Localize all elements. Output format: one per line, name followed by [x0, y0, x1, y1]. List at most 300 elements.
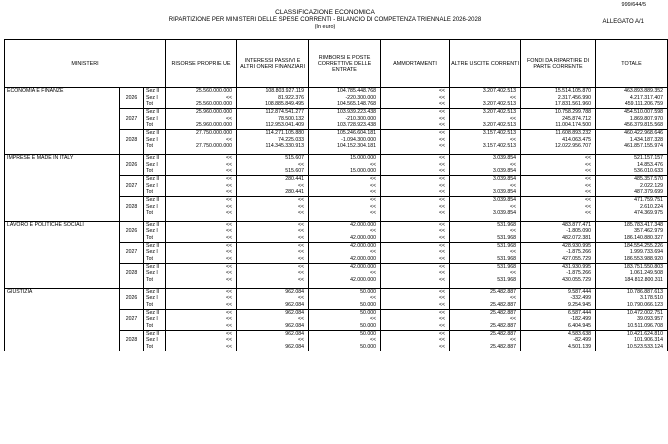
value-cell: <<	[309, 204, 381, 211]
value-cell: <<	[381, 162, 450, 169]
year-label: 2026	[120, 162, 144, 169]
value-cell: <<	[166, 256, 237, 263]
value-cell: <<	[237, 210, 309, 217]
section-label: Sez II	[144, 242, 166, 249]
value-cell: 431.930.995	[521, 263, 596, 270]
value-cell: 183.751.550.803	[596, 263, 668, 270]
value-cell: 104.785.448.768	[309, 88, 381, 95]
table-row	[5, 309, 668, 316]
value-cell: 1.434.187.328	[596, 137, 668, 144]
value-cell: 42.000.000	[309, 277, 381, 284]
empty-cell	[120, 277, 144, 284]
empty-cell	[120, 242, 144, 249]
value-cell: 482.072.381	[521, 235, 596, 242]
value-cell: <<	[237, 316, 309, 323]
ministry-name: LAVORO E POLITICHE SOCIALI	[5, 221, 120, 228]
value-cell: <<	[521, 175, 596, 182]
value-cell: 3.039.854	[450, 168, 521, 175]
year-label: 2027	[120, 316, 144, 323]
empty-cell	[5, 101, 120, 108]
value-cell: <<	[381, 235, 450, 242]
value-cell: 105.246.604.181	[309, 129, 381, 136]
value-cell: <<	[381, 154, 450, 161]
section-label: Sez II	[144, 129, 166, 136]
empty-cell	[5, 168, 120, 175]
value-cell: <<	[450, 337, 521, 344]
value-cell: <<	[381, 249, 450, 256]
value-cell: <<	[166, 249, 237, 256]
table-row	[5, 108, 668, 115]
value-cell: <<	[166, 228, 237, 235]
section-label: Tot	[144, 101, 166, 108]
table-row	[5, 270, 668, 277]
empty-cell	[120, 309, 144, 316]
value-cell: 414.063.475	[521, 137, 596, 144]
section-label: Sez II	[144, 263, 166, 270]
value-cell: 50.000	[309, 302, 381, 309]
value-cell: <<	[166, 162, 237, 169]
value-cell: 14.853.476	[596, 162, 668, 169]
value-cell: 25.482.887	[450, 309, 521, 316]
value-cell: <<	[309, 228, 381, 235]
table-row	[5, 344, 668, 351]
value-cell: 25.560.000.000	[166, 88, 237, 95]
value-cell: 1.061.249.508	[596, 270, 668, 277]
value-cell: 42.000.000	[309, 235, 381, 242]
value-cell: 103.939.223.438	[309, 108, 381, 115]
empty-cell	[120, 88, 144, 95]
table-row	[5, 221, 668, 228]
value-cell: 114.271.105.880	[237, 129, 309, 136]
year-label: 2027	[120, 249, 144, 256]
ministry-name: IMPRESE E MADE IN ITALY	[5, 154, 120, 161]
value-cell: <<	[166, 323, 237, 330]
value-cell: <<	[381, 242, 450, 249]
section-label: Sez I	[144, 116, 166, 123]
value-cell: <<	[521, 189, 596, 196]
value-cell: <<	[381, 302, 450, 309]
col-header-totale: TOTALE	[596, 40, 668, 88]
empty-cell	[120, 189, 144, 196]
year-label: 2028	[120, 137, 144, 144]
section-label: Tot	[144, 189, 166, 196]
value-cell: 50.000	[309, 344, 381, 351]
col-header-interessi: INTERESSI PASSIVI E ALTRI ONERI FINANZIARI	[237, 40, 309, 88]
table-row	[5, 88, 668, 95]
value-cell: <<	[309, 162, 381, 169]
value-cell: <<	[166, 309, 237, 316]
empty-cell	[5, 228, 120, 235]
section-label: Tot	[144, 323, 166, 330]
value-cell: <<	[237, 221, 309, 228]
value-cell: 454.510.007.598	[596, 108, 668, 115]
value-cell: 456.379.815.568	[596, 122, 668, 129]
value-cell: 186.553.988.920	[596, 256, 668, 263]
value-cell: -1.805.090	[521, 228, 596, 235]
value-cell: 104.152.304.181	[309, 143, 381, 150]
empty-cell	[5, 249, 120, 256]
value-cell: 6.404.945	[521, 323, 596, 330]
value-cell: 4.583.638	[521, 330, 596, 337]
value-cell: 357.462.979	[596, 228, 668, 235]
value-cell: <<	[450, 204, 521, 211]
value-cell: <<	[450, 316, 521, 323]
empty-cell	[120, 288, 144, 295]
value-cell: 10.472.002.751	[596, 309, 668, 316]
year-label: 2028	[120, 204, 144, 211]
table-row	[5, 288, 668, 295]
value-cell: <<	[166, 295, 237, 302]
value-cell: -1.094.300.000	[309, 137, 381, 144]
value-cell: 3.207.402.513	[450, 88, 521, 95]
value-cell: 17.831.561.960	[521, 101, 596, 108]
table-row	[5, 189, 668, 196]
value-cell: -332.499	[521, 295, 596, 302]
ministry-name: ECONOMIA E FINANZE	[5, 88, 120, 95]
value-cell: <<	[381, 143, 450, 150]
table-row	[5, 249, 668, 256]
empty-cell	[120, 221, 144, 228]
section-label: Sez I	[144, 137, 166, 144]
value-cell: 459.111.206.759	[596, 101, 668, 108]
value-cell: 531.968	[450, 221, 521, 228]
value-cell: <<	[521, 162, 596, 169]
value-cell: -1.875.266	[521, 270, 596, 277]
value-cell: 280.441	[237, 175, 309, 182]
page-number: 999/644/5	[621, 2, 646, 8]
value-cell: 3.039.854	[450, 154, 521, 161]
table-row	[5, 143, 668, 150]
value-cell: <<	[381, 168, 450, 175]
value-cell: 15.514.105.870	[521, 88, 596, 95]
value-cell: 50.000	[309, 323, 381, 330]
col-header-altre: ALTRE USCITE CORRENTI	[450, 40, 521, 88]
empty-cell	[5, 235, 120, 242]
value-cell: <<	[381, 137, 450, 144]
value-cell: <<	[166, 270, 237, 277]
value-cell: <<	[521, 210, 596, 217]
empty-cell	[5, 302, 120, 309]
empty-cell	[5, 189, 120, 196]
section-label: Sez II	[144, 88, 166, 95]
table-row	[5, 168, 668, 175]
value-cell: <<	[381, 270, 450, 277]
value-cell: <<	[237, 256, 309, 263]
section-label: Sez II	[144, 288, 166, 295]
col-header-rimborsi: RIMBORSI E POSTE CORRETTIVE DELLE ENTRATE	[309, 40, 381, 88]
value-cell: <<	[166, 168, 237, 175]
currency-note: (In euro)	[314, 24, 336, 30]
section-label: Sez II	[144, 108, 166, 115]
empty-cell	[5, 116, 120, 123]
value-cell: 2.610.224	[596, 204, 668, 211]
value-cell: 25.482.887	[450, 323, 521, 330]
value-cell: 25.482.887	[450, 344, 521, 351]
value-cell: 25.960.000.000	[166, 108, 237, 115]
table-row	[5, 210, 668, 217]
document-header	[0, 9, 650, 30]
empty-cell	[120, 344, 144, 351]
value-cell: <<	[166, 344, 237, 351]
empty-cell	[120, 330, 144, 337]
value-cell: <<	[381, 288, 450, 295]
value-cell: <<	[237, 204, 309, 211]
value-cell: <<	[381, 88, 450, 95]
value-cell: <<	[450, 137, 521, 144]
empty-cell	[5, 122, 120, 129]
value-cell: 471.759.751	[596, 196, 668, 203]
table-row	[5, 316, 668, 323]
value-cell: 103.728.923.438	[309, 122, 381, 129]
value-cell: 104.565.148.768	[309, 101, 381, 108]
document-title: CLASSIFICAZIONE ECONOMICA	[275, 9, 375, 16]
value-cell: 112.953.041.409	[237, 122, 309, 129]
value-cell: 460.422.968.646	[596, 129, 668, 136]
section-label: Tot	[144, 256, 166, 263]
value-cell: <<	[166, 175, 237, 182]
empty-cell	[5, 242, 120, 249]
value-cell: 428.930.995	[521, 242, 596, 249]
value-cell: <<	[381, 277, 450, 284]
value-cell: <<	[381, 189, 450, 196]
year-label: 2028	[120, 337, 144, 344]
table-row	[5, 204, 668, 211]
value-cell: <<	[309, 175, 381, 182]
value-cell: <<	[450, 228, 521, 235]
empty-cell	[5, 344, 120, 351]
value-cell: 184.812.800.311	[596, 277, 668, 284]
table-row	[5, 101, 668, 108]
value-cell: 11.608.893.232	[521, 129, 596, 136]
value-cell: <<	[166, 204, 237, 211]
section-label: Tot	[144, 143, 166, 150]
value-cell: 6.587.444	[521, 309, 596, 316]
value-cell: <<	[381, 344, 450, 351]
table-row	[5, 235, 668, 242]
empty-cell	[120, 210, 144, 217]
section-label: Sez I	[144, 95, 166, 102]
section-label: Sez I	[144, 337, 166, 344]
section-label: Tot	[144, 277, 166, 284]
value-cell: 108.885.849.495	[237, 101, 309, 108]
empty-cell	[120, 196, 144, 203]
table-row	[5, 263, 668, 270]
year-label: 2026	[120, 295, 144, 302]
value-cell: <<	[381, 330, 450, 337]
table-row	[5, 154, 668, 161]
empty-cell	[120, 122, 144, 129]
value-cell: 3.207.402.513	[450, 101, 521, 108]
value-cell: 15.000.000	[309, 154, 381, 161]
value-cell: <<	[166, 302, 237, 309]
empty-cell	[5, 295, 120, 302]
value-cell: <<	[521, 196, 596, 203]
value-cell: 9.587.444	[521, 288, 596, 295]
value-cell: <<	[237, 263, 309, 270]
value-cell: 3.039.854	[450, 196, 521, 203]
empty-cell	[5, 263, 120, 270]
value-cell: 78.500.132	[237, 116, 309, 123]
value-cell: 2.022.129	[596, 183, 668, 190]
value-cell: 10.786.887.613	[596, 288, 668, 295]
value-cell: <<	[237, 196, 309, 203]
section-label: Sez I	[144, 204, 166, 211]
section-label: Sez II	[144, 154, 166, 161]
value-cell: <<	[381, 183, 450, 190]
value-cell: <<	[381, 295, 450, 302]
value-cell: 4.217.317.407	[596, 95, 668, 102]
table-row	[5, 242, 668, 249]
empty-cell	[120, 129, 144, 136]
value-cell: <<	[237, 270, 309, 277]
value-cell: 42.000.000	[309, 263, 381, 270]
value-cell: <<	[166, 183, 237, 190]
value-cell: 50.000	[309, 330, 381, 337]
value-cell: 463.893.889.352	[596, 88, 668, 95]
empty-cell	[120, 235, 144, 242]
value-cell: <<	[309, 189, 381, 196]
section-label: Tot	[144, 302, 166, 309]
value-cell: <<	[381, 95, 450, 102]
value-cell: <<	[381, 196, 450, 203]
table-row	[5, 183, 668, 190]
section-label: Tot	[144, 344, 166, 351]
empty-cell	[5, 183, 120, 190]
value-cell: 25.960.000.000	[166, 122, 237, 129]
year-label: 2026	[120, 228, 144, 235]
table-row	[5, 137, 668, 144]
value-cell: <<	[381, 101, 450, 108]
section-label: Sez II	[144, 309, 166, 316]
value-cell: <<	[237, 249, 309, 256]
value-cell: 11.004.174.500	[521, 122, 596, 129]
value-cell: 3.039.854	[450, 175, 521, 182]
value-cell: <<	[166, 116, 237, 123]
value-cell: <<	[309, 316, 381, 323]
value-cell: <<	[450, 295, 521, 302]
table-row	[5, 175, 668, 182]
value-cell: 81.922.376	[237, 95, 309, 102]
value-cell: <<	[237, 337, 309, 344]
section-label: Sez II	[144, 196, 166, 203]
value-cell: <<	[521, 183, 596, 190]
value-cell: 487.379.699	[596, 189, 668, 196]
value-cell: <<	[166, 330, 237, 337]
value-cell: 186.140.880.327	[596, 235, 668, 242]
section-label: Sez I	[144, 295, 166, 302]
value-cell: <<	[381, 263, 450, 270]
value-cell: 27.750.000.000	[166, 129, 237, 136]
value-cell: <<	[166, 242, 237, 249]
value-cell: <<	[381, 210, 450, 217]
value-cell: <<	[237, 162, 309, 169]
table-row	[5, 256, 668, 263]
value-cell: -182.499	[521, 316, 596, 323]
value-cell: <<	[166, 196, 237, 203]
value-cell: 427.055.729	[521, 256, 596, 263]
value-cell: 280.441	[237, 189, 309, 196]
year-label: 2028	[120, 270, 144, 277]
section-label: Sez II	[144, 175, 166, 182]
value-cell: <<	[521, 154, 596, 161]
empty-cell	[120, 175, 144, 182]
value-cell: 515.607	[237, 154, 309, 161]
empty-cell	[5, 270, 120, 277]
value-cell: 10.421.624.810	[596, 330, 668, 337]
value-cell: -210.300.000	[309, 116, 381, 123]
value-cell: <<	[237, 183, 309, 190]
value-cell: 483.877.471	[521, 221, 596, 228]
value-cell: <<	[381, 309, 450, 316]
table-row	[5, 129, 668, 136]
value-cell: 50.000	[309, 309, 381, 316]
value-cell: 485.357.570	[596, 175, 668, 182]
value-cell: <<	[381, 228, 450, 235]
value-cell: <<	[521, 168, 596, 175]
section-label: Sez II	[144, 330, 166, 337]
section-label: Sez I	[144, 162, 166, 169]
value-cell: 114.345.330.913	[237, 143, 309, 150]
value-cell: <<	[166, 263, 237, 270]
value-cell: 15.000.000	[309, 168, 381, 175]
value-cell: <<	[309, 183, 381, 190]
empty-cell	[5, 143, 120, 150]
empty-cell	[120, 108, 144, 115]
col-header-ministeri: MINISTERI	[5, 40, 166, 88]
value-cell: 3.039.854	[450, 189, 521, 196]
ministry-name: GIUSTIZIA	[5, 288, 120, 295]
attachment-label: ALLEGATO A/1	[602, 19, 644, 25]
value-cell: 185.783.417.348	[596, 221, 668, 228]
empty-cell	[5, 316, 120, 323]
value-cell: <<	[166, 277, 237, 284]
value-cell: 962.084	[237, 288, 309, 295]
value-cell: 430.055.729	[521, 277, 596, 284]
value-cell: <<	[309, 196, 381, 203]
budget-table	[4, 39, 668, 351]
empty-cell	[5, 337, 120, 344]
empty-cell	[5, 204, 120, 211]
value-cell: 521.157.157	[596, 154, 668, 161]
section-label: Sez II	[144, 221, 166, 228]
value-cell: <<	[381, 316, 450, 323]
value-cell: 962.084	[237, 344, 309, 351]
value-cell: 962.084	[237, 309, 309, 316]
value-cell: 12.022.956.707	[521, 143, 596, 150]
value-cell: <<	[381, 129, 450, 136]
table-row	[5, 302, 668, 309]
table-body	[5, 88, 668, 351]
section-label: Sez I	[144, 316, 166, 323]
empty-cell	[120, 323, 144, 330]
table-row	[5, 196, 668, 203]
table-row	[5, 116, 668, 123]
value-cell: <<	[450, 249, 521, 256]
empty-cell	[5, 137, 120, 144]
value-cell: 1.869.807.970	[596, 116, 668, 123]
table-row	[5, 277, 668, 284]
value-cell: 25.482.887	[450, 302, 521, 309]
section-label: Sez I	[144, 270, 166, 277]
value-cell: -220.300.000	[309, 95, 381, 102]
value-cell: 112.874.541.277	[237, 108, 309, 115]
table-row	[5, 295, 668, 302]
value-cell: -82.499	[521, 337, 596, 344]
value-cell: <<	[381, 337, 450, 344]
value-cell: 515.607	[237, 168, 309, 175]
value-cell: 2.317.456.990	[521, 95, 596, 102]
value-cell: 531.968	[450, 235, 521, 242]
